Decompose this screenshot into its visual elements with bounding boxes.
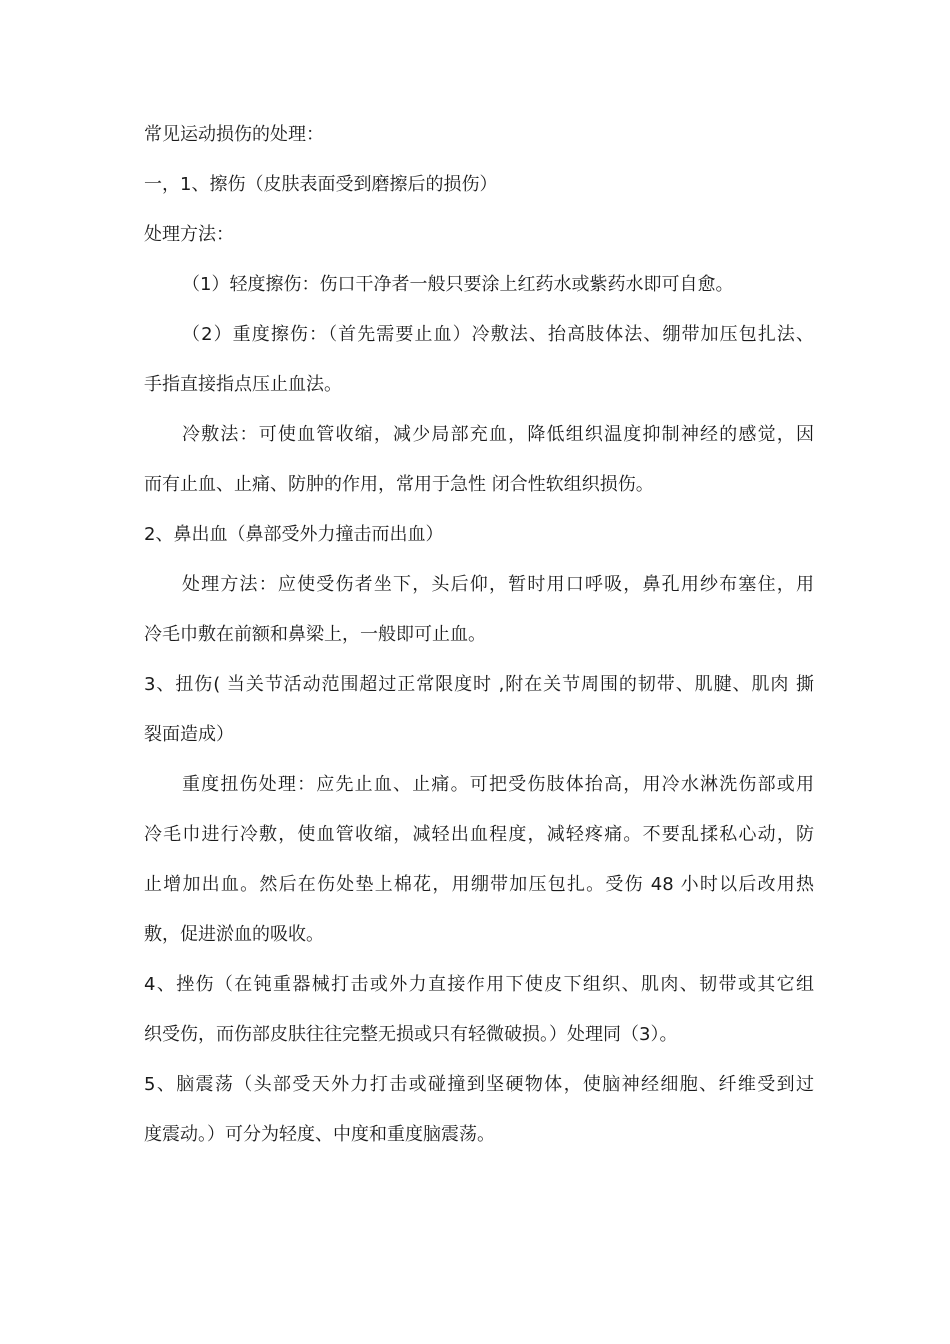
heading-abrasion: 一，1、擦伤（皮肤表面受到磨擦后的损伤） <box>144 174 498 195</box>
paragraph-line: （1）轻度擦伤：伤口干净者一般只要涂上红药水或紫药水即可自愈。 <box>182 274 734 295</box>
heading-nosebleed: 2、鼻出血（鼻部受外力撞击而出血） <box>144 524 444 545</box>
heading-contusion: 4、挫伤（在钝重器械打击或外力直接作用下使皮下组织、肌肉、韧带或其它组 <box>144 974 814 995</box>
paragraph-line: 重度扭伤处理：应先止血、止痛。可把受伤肢体抬高，用冷水淋洗伤部或用 <box>182 774 814 795</box>
paragraph-line: 止增加出血。然后在伤处垫上棉花，用绷带加压包扎。受伤 48 小时以后改用热 <box>144 874 814 895</box>
heading-sprain: 3、扭伤( 当关节活动范围超过正常限度时 ,附在关节周围的韧带、肌腱、肌肉 撕 <box>144 674 814 695</box>
paragraph-line: 冷毛巾敷在前额和鼻梁上，一般即可止血。 <box>144 624 486 645</box>
paragraph-line: 冷敷法：可使血管收缩，减少局部充血，降低组织温度抑制神经的感觉，因 <box>182 424 814 445</box>
paragraph-line: 处理方法：应使受伤者坐下，头后仰，暂时用口呼吸，鼻孔用纱布塞住，用 <box>182 574 814 595</box>
paragraph-line: 裂面造成） <box>144 724 234 745</box>
paragraph-line: 织受伤，而伤部皮肤往往完整无损或只有轻微破损。）处理同（3）。 <box>144 1024 678 1045</box>
heading-concussion: 5、脑震荡（头部受天外力打击或碰撞到坚硬物体，使脑神经细胞、纤维受到过 <box>144 1074 814 1095</box>
paragraph-line: 而有止血、止痛、防肿的作用，常用于急性 闭合性软组织损伤。 <box>144 474 654 495</box>
doc-title: 常见运动损伤的处理： <box>144 124 324 145</box>
paragraph-line: 冷毛巾进行冷敷，使血管收缩，减轻出血程度，减轻疼痛。不要乱揉私心动，防 <box>144 824 814 845</box>
paragraph-line: 度震动。）可分为轻度、中度和重度脑震荡。 <box>144 1124 495 1145</box>
paragraph-line: 手指直接指点压止血法。 <box>144 374 342 395</box>
paragraph-line: 敷，促进淤血的吸收。 <box>144 924 324 945</box>
treatment-label: 处理方法： <box>144 224 234 245</box>
paragraph-line: （2）重度擦伤：（首先需要止血）冷敷法、抬高肢体法、绷带加压包扎法、 <box>182 324 814 345</box>
